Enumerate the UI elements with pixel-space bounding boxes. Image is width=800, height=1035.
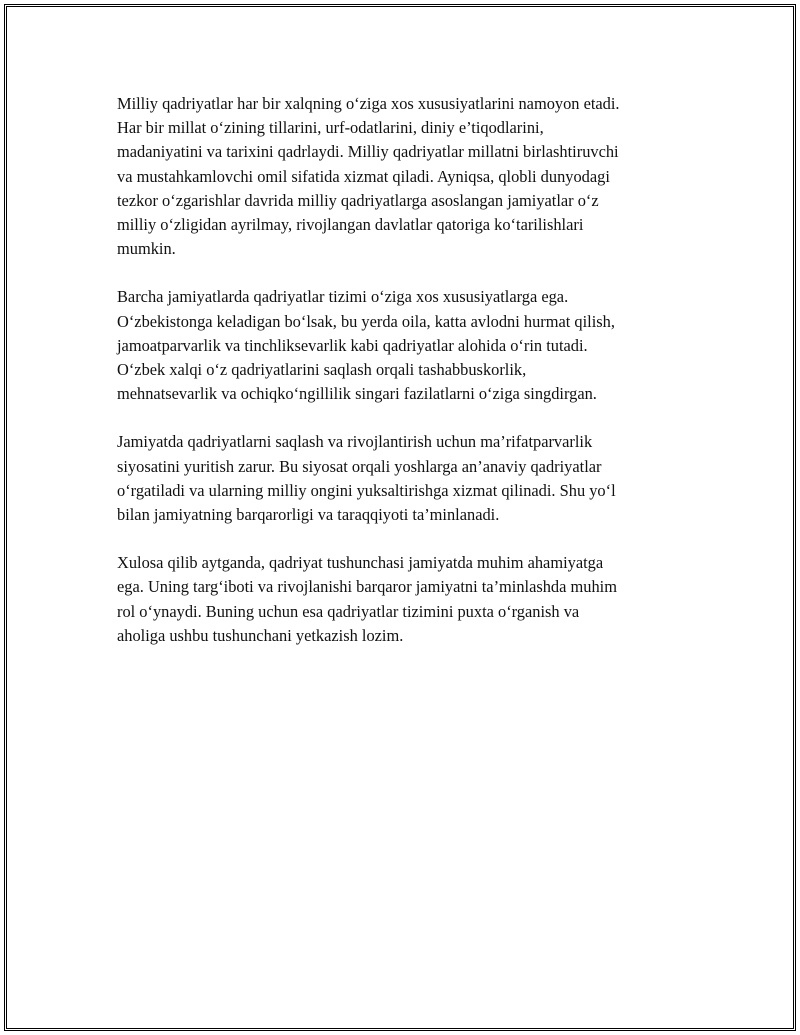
- paragraph-2: Barcha jamiyatlarda qadriyatlar tizimi o‘ziga xos xususiyatlarga ega. O‘zbekistonga keladigan bo‘lsak, bu yerda oila, katta avlodni hurmat qilish, jamoatparvarlik va tinchliksevarlik kabi qadriyatlar alohida o‘rin tutadi. O‘zbek xalqi o‘z qadriyatlarini saqlash orqali tashabbuskorlik, mehnatsevarlik va ochiqko‘ngillilik singari fazilatlarni o‘ziga singdirgan.: [117, 287, 615, 404]
- paragraph-3: Jamiyatda qadriyatlarni saqlash va rivojlantirish uchun ma’rifatparvarlik siyosatini yuritish zarur. Bu siyosat orqali yoshlarga an’anaviy qadriyatlar o‘rgatiladi va ularning milliy ongini yuksaltirishga xizmat qilinadi. Shu yo‘l bilan jamiyatning barqarorligi va taraqqiyoti ta’minlanadi.: [117, 432, 616, 525]
- document-body: [117, 92, 697, 672]
- paragraph-1: Milliy qadriyatlar har bir xalqning o‘ziga xos xususiyatlarini namoyon etadi. Har bir millat o‘zining tillarini, urf-odatlarini, diniy e’tiqodlarini, madaniyatini va tarixini qadrlaydi. Milliy qadriyatlar millatni birlashtiruvchi va mustahkamlovchi omil sifatida xizmat qiladi. Ayniqsa, qlobli dunyodagi tezkor o‘zgarishlar davrida milliy qadriyatlarga asoslangan jamiyatlar o‘z milliy o‘zligidan ayrilmay, rivojlangan davlatlar qatoriga ko‘tarilishlari mumkin.: [117, 94, 620, 259]
- paragraph-4: Xulosa qilib aytganda, qadriyat tushunchasi jamiyatda muhim ahamiyatga ega. Uning targ‘iboti va rivojlanishi barqaror jamiyatni ta’minlashda muhim rol o‘ynaydi. Buning uchun esa qadriyatlar tizimini puxta o‘rganish va aholiga ushbu tushunchani yetkazish lozim.: [117, 553, 617, 645]
